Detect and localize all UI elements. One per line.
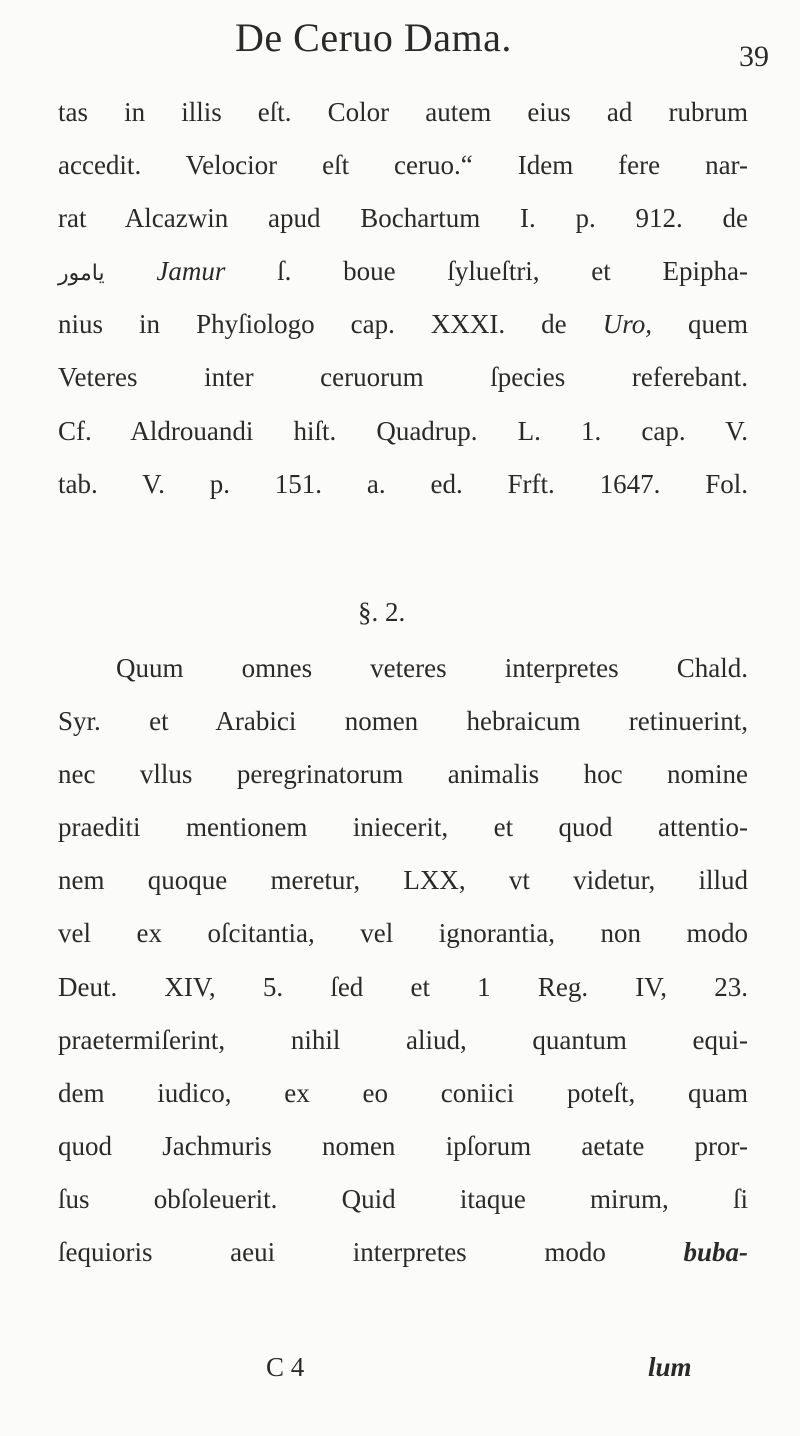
text-line: dem iudico, ex eo coniici poteſt, quam (58, 1077, 748, 1108)
text-line (58, 245, 748, 298)
text-line: quod Jachmuris nomen ipſorum aetate pror- (58, 1130, 748, 1161)
text-line (58, 1226, 748, 1279)
text-line: Deut. XIV, 5. ſed et 1 Reg. IV, 23. (58, 971, 748, 1002)
text-line: Cf. Aldrouandi hiſt. Quadrup. L. 1. cap. V. (58, 415, 748, 446)
text-line: tas in illis eſt. Color autem eius ad rubrum (58, 97, 748, 127)
text-line: Quum omnes veteres interpretes Chald. (116, 653, 748, 683)
page-number: 39 (739, 40, 769, 73)
italic-term: Uro, (602, 309, 652, 340)
text-span: ſ. boue ſylueſtri, et Epipha- (277, 256, 749, 287)
text-span: quem (688, 309, 749, 340)
text-line: Syr. et Arabici nomen hebraicum retinuerint, (58, 706, 748, 737)
text-line: Veteres inter ceruorum ſpecies referebant. (58, 362, 748, 393)
text-span: ſequioris aeui interpretes modo (58, 1237, 606, 1268)
catchword: lum (648, 1352, 692, 1382)
text-line (58, 298, 748, 351)
text-line: praetermiſerint, nihil aliud, quantum equi- (58, 1024, 748, 1055)
body-text-2 (58, 642, 748, 1279)
text-line: nem quoque meretur, LXX, vt videtur, illud (58, 865, 748, 896)
text-line: nec vllus peregrinatorum animalis hoc nomine (58, 759, 748, 790)
section-heading: §. 2. (358, 597, 406, 627)
text-line: ſus obſoleuerit. Quid itaque mirum, ſi (58, 1183, 748, 1214)
paragraph-2 (58, 642, 748, 1279)
text-line: rat Alcazwin apud Bochartum I. p. 912. de (58, 203, 748, 234)
paragraph-1 (58, 86, 748, 511)
text-span: nius in Phyſiologo cap. XXXI. de (58, 309, 567, 340)
italic-term: buba- (683, 1237, 749, 1268)
text-line: tab. V. p. 151. a. ed. Frft. 1647. Fol. (58, 468, 748, 499)
body-text (58, 86, 748, 511)
running-head: De Ceruo Dama. (235, 15, 512, 60)
text-line: praediti mentionem iniecerit, et quod attentio- (58, 812, 748, 843)
arabic-word: يامور (58, 261, 105, 287)
italic-term: Jamur (156, 256, 226, 287)
text-line: vel ex oſcitantia, vel ignorantia, non modo (58, 918, 748, 949)
signature-mark: C 4 (266, 1352, 305, 1382)
text-line: accedit. Velocior eſt ceruo.“ Idem fere nar- (58, 150, 748, 181)
page-footer (0, 1352, 800, 1392)
